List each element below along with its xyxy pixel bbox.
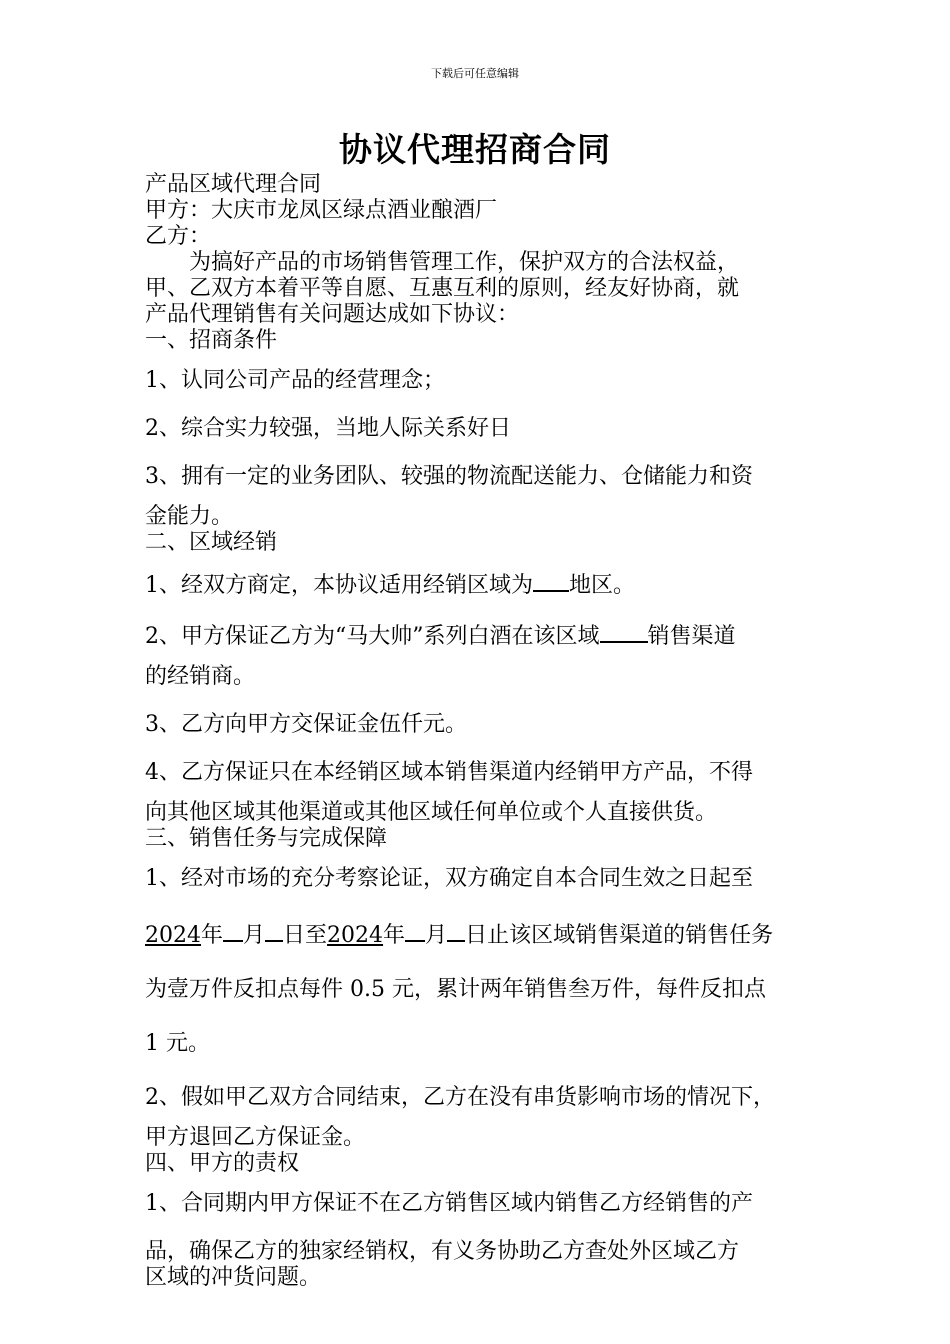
preamble-line: 甲、乙双方本着平等自愿、互惠互利的原则，经友好协商，就	[145, 276, 740, 301]
blank-field	[265, 920, 283, 942]
party-a: 甲方：大庆市龙凤区绿点酒业酿酒厂	[145, 198, 498, 223]
preamble-line: 为搞好产品的市场销售管理工作，保护双方的合法权益，	[189, 250, 740, 275]
clause: 2、综合实力较强，当地人际关系好日	[145, 416, 511, 441]
document-body	[145, 172, 810, 1291]
clause-text: 1、经双方商定，本协议适用经销区域为	[145, 573, 533, 598]
blank-field	[405, 920, 425, 942]
blank-field	[600, 621, 648, 643]
blank-field	[447, 920, 465, 942]
clause-text: 年	[201, 923, 224, 948]
section-heading: 二、区域经销	[145, 530, 278, 555]
clause	[145, 621, 810, 650]
clause-text: 地区。	[569, 573, 636, 598]
header-note: 下载后可任意编辑	[431, 67, 519, 80]
clause-continued: 为壹万件反扣点每件 0.5 元，累计两年销售叁万件，每件反扣点	[145, 977, 766, 1002]
clause: 1、合同期内甲方保证不在乙方销售区域内销售乙方经销售的产	[145, 1191, 753, 1216]
clause-continued: 甲方退回乙方保证金。	[145, 1125, 366, 1150]
clause: 4、乙方保证只在本经销区域本销售渠道内经销甲方产品，不得	[145, 760, 753, 785]
clause-continued: 品，确保乙方的独家经销权，有义务协助乙方查处外区域乙方	[145, 1239, 740, 1264]
year-value: 2024	[145, 923, 201, 948]
clause-continued: 的经销商。	[145, 664, 256, 689]
party-b: 乙方：	[145, 224, 212, 249]
clause-text: 月	[243, 923, 266, 948]
section-heading: 四、甲方的责权	[145, 1151, 300, 1176]
blank-field	[533, 570, 569, 592]
clause-text: 日至	[283, 923, 328, 948]
clause-text: 年	[383, 923, 406, 948]
clause: 1、经对市场的充分考察论证，双方确定自本合同生效之日起至	[145, 866, 753, 891]
clause: 3、乙方向甲方交保证金伍仟元。	[145, 712, 467, 737]
clause: 2、假如甲乙双方合同结束，乙方在没有串货影响市场的情况下，	[145, 1085, 775, 1110]
year-value: 2024	[327, 923, 384, 948]
clause-text: 日止该区域销售渠道的销售任务	[465, 923, 774, 948]
section-heading: 一、招商条件	[145, 328, 278, 353]
clause	[145, 570, 810, 599]
clause-continued: 1 元。	[145, 1031, 210, 1056]
clause-continued: 区域的冲货问题。	[145, 1265, 322, 1290]
clause-continued: 金能力。	[145, 504, 234, 529]
clause-continued	[145, 920, 810, 949]
clause-continued: 向其他区域其他渠道或其他区域任何单位或个人直接供货。	[145, 800, 718, 825]
clause-text: 2、甲方保证乙方为“马大帅”系列白酒在该区域	[145, 624, 600, 649]
subtitle: 产品区域代理合同	[145, 172, 322, 197]
clause: 3、拥有一定的业务团队、较强的物流配送能力、仓储能力和资	[145, 464, 753, 489]
clause: 1、认同公司产品的经营理念；	[145, 368, 445, 393]
section-heading: 三、销售任务与完成保障	[145, 826, 388, 851]
clause-text: 销售渠道	[647, 624, 736, 649]
blank-field	[223, 920, 243, 942]
clause-text: 月	[425, 923, 448, 948]
document-title: 协议代理招商合同	[339, 130, 611, 169]
preamble-line: 产品代理销售有关问题达成如下协议：	[145, 302, 520, 327]
